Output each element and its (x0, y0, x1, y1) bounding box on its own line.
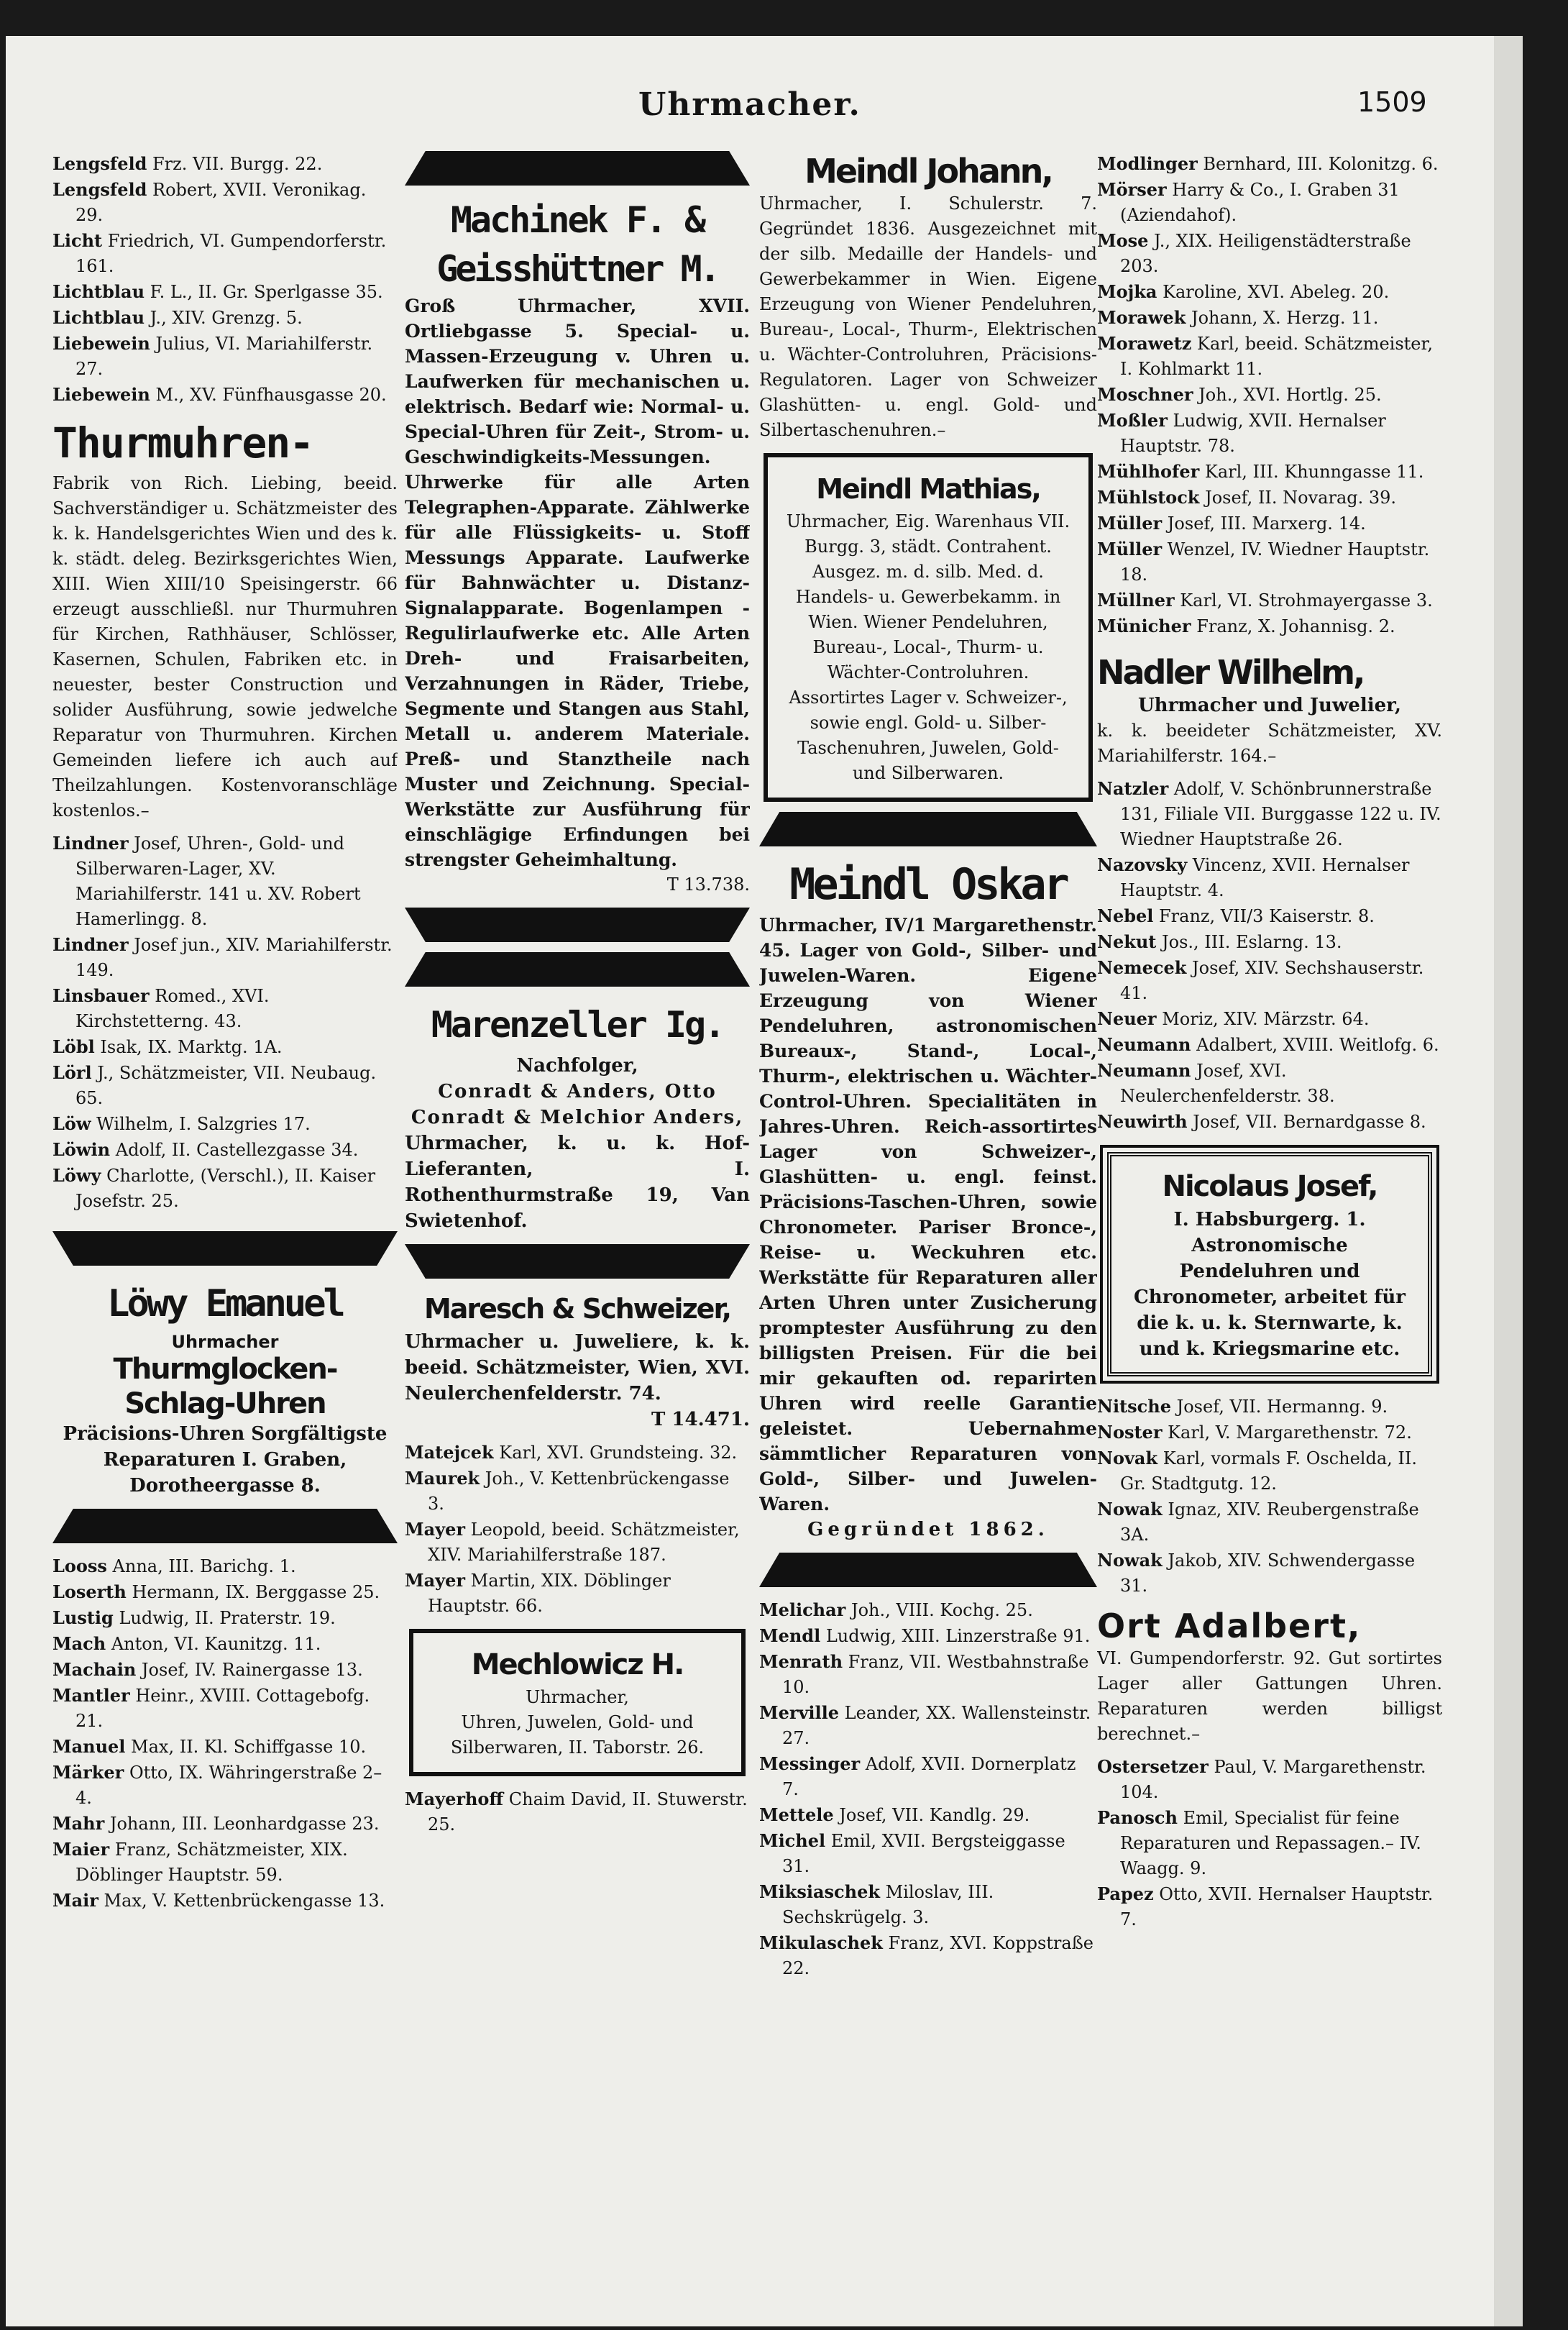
ad-loewy (52, 1276, 398, 1499)
directory-entry: Moschner Joh., XVI. Hortlg. 25. (1097, 384, 1382, 405)
divider-bar (759, 1553, 1097, 1587)
directory-entry: Ostersetzer Paul, V. Margarethenstr. 104. (1097, 1756, 1426, 1802)
directory-entry: Panosch Emil, Specialist für feine Reparaturen und Repassagen.– IV. Waagg. 9. (1097, 1807, 1421, 1878)
ad-title: Löwy Emanuel (107, 1282, 343, 1325)
directory-entry: Natzler Adolf, V. Schönbrunnerstraße 131, Filiale VII. Burggasse 122 u. IV. Wiedner Hauptstraße 26. (1097, 778, 1441, 849)
directory-entry: Müller Wenzel, IV. Wiedner Hauptstr. 18. (1097, 539, 1430, 585)
entry-list (1097, 151, 1442, 639)
ad-text: Groß Uhrmacher, XVII. Ortliebgasse 5. Special- u. Massen-Erzeugung v. Uhren u. Laufwerken für mechanischen u. elektrisch. Bedarf wie: Normal- u. Special-Uhren für Zeit-, Strom- u. Geschwindigkeits-Messungen. Uhrwerke für alle Arten Telegraphen-Apparate. Zählwerke für alle Flüssigkeits- u. Stoff Messungs Apparate. Laufwerke für Bahnwächter u. Distanz-Signalapparate. Bogenlampen - Regulirlaufwerke etc. Alle Arten Dreh- und Fraisarbeiten, Verzahnungen in Räder, Triebe, Segmente und Stangen aus Stahl, Metall u. anderem Materiale. Preß- und Stanztheile nach Muster und Zeichnung. Special-Werkstätte zur Ausführung für einschlägige Erfindungen bei strengster Geheimhaltung. (405, 296, 750, 870)
directory-entry: Mojka Karoline, XVI. Abeleg. 20. (1097, 281, 1390, 302)
ad-meindl-oskar (759, 856, 1097, 1543)
entry-list (759, 1597, 1097, 1981)
directory-entry: Neumann Josef, XVI. Neulerchenfelderstr. 38. (1097, 1060, 1335, 1106)
ad-marenzeller (405, 997, 750, 1234)
ad-text: k. k. beeideter Schätzmeister, XV. Mariahilferstr. 164.– (1097, 721, 1442, 766)
directory-entry: Mantler Heinr., XVIII. Cottagebofg. 21. (52, 1685, 370, 1731)
directory-entry: Miksiaschek Miloslav, III. Sechskrügelg. 3. (759, 1881, 994, 1927)
directory-entry: Nemecek Josef, XIV. Sechshauserstr. 41. (1097, 957, 1424, 1003)
ad-names: Conradt & Anders, Otto Conradt & Melchior Anders, (411, 1081, 744, 1128)
ad-text: Uhrmacher u. Juweliere, k. k. beeid. Schätzmeister, Wien, XVI. Neulerchenfelderstr. 74. (405, 1331, 750, 1404)
entry-list (1097, 1754, 1442, 1932)
directory-entry: Nowak Ignaz, XIV. Reubergenstraße 3A. (1097, 1499, 1419, 1545)
directory-entry: Messinger Adolf, XVII. Dornerplatz 7. (759, 1753, 1076, 1799)
ad-title: Machinek F. & (450, 199, 705, 241)
directory-entry: Lörl J., Schätzmeister, VII. Neubaug. 65. (52, 1062, 377, 1108)
directory-entry: Manuel Max, II. Kl. Schiffgasse 10. (52, 1736, 367, 1757)
entry-list (52, 1553, 398, 1914)
directory-entry: Neumann Adalbert, XVIII. Weitlofg. 6. (1097, 1034, 1439, 1055)
directory-entry: Matejcek Karl, XVI. Grundsteing. 32. (405, 1442, 738, 1463)
directory-entry: Lengsfeld Frz. VII. Burgg. 22. (52, 153, 323, 174)
divider-bar (759, 812, 1097, 846)
ad-mechlowicz (409, 1629, 746, 1776)
directory-entry: Neuwirth Josef, VII. Bernardgasse 8. (1097, 1111, 1426, 1132)
directory-entry: Lichtblau F. L., II. Gr. Sperlgasse 35. (52, 281, 383, 302)
directory-entry: Lindner Josef jun., XIV. Mariahilferstr. 149. (52, 934, 393, 980)
ad-text: Fabrik von Rich. Liebing, beeid. Sachverständiger u. Schätzmeister des k. k. Handelsgerichtes Wien und des k. k. städt. deleg. Bezirksgerichtes Wien, XIII. Wien XIII/10 Speisingerstr. 66 erzeugt ausschließl. nur Thurmuhren für Kirchen, Rathhäuser, Schlösser, Kasernen, Schulen, Fabriken etc. in neuester, bester Construction und solider Ausführung, sowie jedwelche Reparatur von Thurmuhren. Kirchen Gemeinden liefere ich auch auf Theilzahlungen. Kostenvoranschläge kostenlos.– (52, 473, 398, 821)
ad-text: Präcisions-Uhren Sorgfältigste Reparaturen I. Graben, Dorotheergasse 8. (63, 1423, 388, 1497)
ad-subtitle: Nachfolger, (516, 1055, 638, 1077)
column-4 (1097, 151, 1442, 1932)
divider-bar (405, 952, 750, 987)
ad-machinek (405, 196, 750, 897)
directory-entry: Morawetz Karl, beeid. Schätzmeister, I. Kohlmarkt 11. (1097, 333, 1433, 379)
directory-entry: Mühlstock Josef, II. Novarag. 39. (1097, 487, 1397, 508)
directory-entry: Nowak Jakob, XIV. Schwendergasse 31. (1097, 1550, 1416, 1596)
ad-subtitle: Uhrmacher und Juwelier, (1138, 695, 1401, 716)
divider-bar (52, 1231, 398, 1266)
directory-entry: Liebewein Julius, VI. Mariahilferstr. 27. (52, 333, 373, 379)
divider-bar (405, 151, 750, 186)
directory-entry: Löwin Adolf, II. Castellezgasse 34. (52, 1139, 359, 1160)
directory-entry: Mayerhoff Chaim David, II. Stuwerstr. 25. (405, 1788, 748, 1835)
ad-text: VI. Gumpendorferstr. 92. Gut sortirtes Lager aller Gattungen Uhren. Reparaturen werden billigst berechnet.– (1097, 1648, 1442, 1744)
directory-entry: Licht Friedrich, VI. Gumpendorferstr. 161. (52, 230, 387, 276)
divider-bar (52, 1509, 398, 1543)
directory-entry: Novak Karl, vormals F. Oschelda, II. Gr. Stadtgutg. 12. (1097, 1448, 1417, 1494)
ad-title: Meindl Mathias, (816, 473, 1040, 505)
directory-entry: Morawek Johann, X. Herzg. 11. (1097, 307, 1379, 328)
column-3 (759, 151, 1097, 1981)
directory-entry: Münicher Franz, X. Johannisg. 2. (1097, 616, 1395, 636)
directory-entry: Mettele Josef, VII. Kandlg. 29. (759, 1804, 1030, 1825)
ad-text: Uhrmacher, I. Schulerstr. 7. Gegründet 1836. Ausgezeichnet mit der silb. Medaille der Handels- und Gewerbekammer in Wien. Eigene Erzeugung von Wiener Pendeluhren, Bureau-, Local-, Thurm-, Elektrischen u. Wächter-Controluhren, Präcisions-Regulatoren. Lager von Schweizer Glashütten- u. engl. Gold- und Silbertaschenuhren.– (759, 193, 1097, 440)
directory-entry: Mose J., XIX. Heiligenstädterstraße 203. (1097, 230, 1411, 276)
ad-nadler (1097, 652, 1442, 769)
directory-entry: Mach Anton, VI. Kaunitzg. 11. (52, 1633, 321, 1654)
directory-entry: Nekut Jos., III. Eslarng. 13. (1097, 931, 1342, 952)
directory-entry: Mayer Martin, XIX. Döblinger Hauptstr. 66. (405, 1570, 671, 1616)
entry-list (405, 1440, 750, 1619)
directory-entry: Mühlhofer Karl, III. Khunngasse 11. (1097, 461, 1424, 482)
directory-entry: Nazovsky Vincenz, XVII. Hernalser Hauptstr. 4. (1097, 854, 1410, 900)
ad-title: Mechlowicz H. (471, 1648, 684, 1681)
ad-subtitle: Uhrmacher (171, 1332, 279, 1352)
directory-entry: Lengsfeld Robert, XVII. Veronikag. 29. (52, 179, 367, 225)
ad-maresch (405, 1289, 750, 1433)
directory-entry: Mayer Leopold, beeid. Schätzmeister, XIV. Mariahilferstraße 187. (405, 1519, 740, 1565)
ad-title: Thurmuhren- (52, 419, 313, 467)
directory-entry: Linsbauer Romed., XVI. Kirchstetterng. 43. (52, 985, 270, 1031)
directory-entry: Menrath Franz, VII. Westbahnstraße 10. (759, 1651, 1089, 1697)
directory-entry: Lichtblau J., XIV. Grenzg. 5. (52, 307, 303, 328)
ad-subtitle: Uhrmacher, (526, 1687, 629, 1707)
entry-list (1097, 776, 1442, 1135)
directory-entry: Machain Josef, IV. Rainergasse 13. (52, 1659, 363, 1680)
directory-entry: Noster Karl, V. Margarethenstr. 72. (1097, 1422, 1412, 1443)
ad-text: Uhrmacher, Eig. Warenhaus VII. Burgg. 3, städt. Contrahent. Ausgez. m. d. silb. Med. d. Handels- u. Gewerbekamm. in Wien. Wiener Pendeluhren, Bureau-, Local-, Thurm- u. Wächter-Controluhren. Assortirtes Lager v. Schweizer-, sowie engl. Gold- u. Silber-Taschenuhren, Juwelen, Gold- und Silberwaren. (786, 511, 1070, 783)
directory-entry: Nebel Franz, VII/3 Kaiserstr. 8. (1097, 905, 1375, 926)
directory-entry: Mendl Ludwig, XIII. Linzerstraße 91. (759, 1625, 1091, 1646)
directory-entry: Maurek Joh., V. Kettenbrückengasse 3. (405, 1468, 730, 1514)
ad-telephone: T 13.738. (666, 874, 750, 895)
divider-bar (405, 908, 750, 942)
directory-entry: Mahr Johann, III. Leonhardgasse 23. (52, 1813, 380, 1834)
directory-entry: Merville Leander, XX. Wallensteinstr. 27. (759, 1702, 1091, 1748)
ad-meindl-mathias (764, 453, 1093, 802)
entry-list (52, 831, 398, 1214)
directory-entry: Müllner Karl, VI. Strohmayergasse 3. (1097, 590, 1433, 611)
directory-entry: Mair Max, V. Kettenbrückengasse 13. (52, 1890, 385, 1911)
ad-title: Nicolaus Josef, (1162, 1170, 1377, 1203)
directory-entry: Moßler Ludwig, XVII. Hernalser Hauptstr. 78. (1097, 410, 1386, 456)
ad-telephone: T 14.471. (651, 1409, 750, 1430)
ad-founded: Gegründet 1862. (807, 1519, 1049, 1540)
ad-text: Uhrmacher, k. u. k. Hof-Lieferanten, I. Rothenthurmstraße 19, Van Swietenhof. (405, 1133, 750, 1232)
ad-title: Ort Adalbert, (1097, 1607, 1362, 1645)
directory-page (6, 36, 1523, 2326)
ad-ort (1097, 1606, 1442, 1747)
directory-entry: Löbl Isak, IX. Marktg. 1A. (52, 1036, 283, 1057)
directory-entry: Löwy Charlotte, (Verschl.), II. Kaiser Josefstr. 25. (52, 1165, 376, 1211)
directory-entry: Müller Josef, III. Marxerg. 14. (1097, 513, 1366, 534)
divider-bar (405, 1244, 750, 1279)
directory-entry: Papez Otto, XVII. Hernalser Hauptstr. 7. (1097, 1883, 1434, 1929)
entry-list (1097, 1394, 1442, 1599)
ad-title: Meindl Johann, (804, 152, 1052, 191)
directory-entry: Märker Otto, IX. Währingerstraße 2–4. (52, 1762, 382, 1808)
ad-text: I. Habsburgerg. 1. Astronomische Pendeluhren und Chronometer, arbeitet für die k. u. k. Sternwarte, k. und k. Kriegsmarine etc. (1134, 1209, 1406, 1360)
directory-entry: Neuer Moriz, XIV. Märzstr. 64. (1097, 1008, 1370, 1029)
ad-title: Nadler Wilhelm, (1097, 653, 1364, 692)
ad-title: Meindl Oskar (789, 859, 1067, 910)
directory-entry: Mikulaschek Franz, XVI. Koppstraße 22. (759, 1932, 1094, 1978)
page-number: 1509 (1357, 86, 1427, 118)
entry-list (405, 1786, 750, 1837)
ad-thurmuhren (52, 415, 398, 823)
directory-entry: Lustig Ludwig, II. Praterstr. 19. (52, 1607, 336, 1628)
ad-text: Uhren, Juwelen, Gold- und Silberwaren, II. Taborstr. 26. (450, 1712, 705, 1758)
directory-entry: Michel Emil, XVII. Bergsteiggasse 31. (759, 1830, 1065, 1876)
ad-title: Maresch & Schweizer, (423, 1293, 731, 1325)
directory-entry: Mörser Harry & Co., I. Graben 31 (Aziendahof). (1097, 179, 1400, 225)
directory-entry: Löw Wilhelm, I. Salzgries 17. (52, 1113, 311, 1134)
ad-meindl-johann (759, 151, 1097, 443)
ad-title: Geisshüttner M. (436, 248, 718, 290)
directory-entry: Maier Franz, Schätzmeister, XIX. Döblinger Hauptstr. 59. (52, 1839, 348, 1885)
directory-entry: Loserth Hermann, IX. Berggasse 25. (52, 1581, 380, 1602)
ad-line: Thurmglocken- (113, 1353, 337, 1386)
directory-entry: Lindner Josef, Uhren-, Gold- und Silberwaren-Lager, XV. Mariahilferstr. 141 u. XV. Robert Hamerlingg. 8. (52, 833, 361, 929)
column-1 (52, 151, 398, 1914)
ad-nicolaus (1107, 1152, 1432, 1376)
directory-entry: Nitsche Josef, VII. Hermanng. 9. (1097, 1396, 1388, 1417)
page-heading: Uhrmacher. (638, 86, 861, 123)
directory-entry: Melichar Joh., VIII. Kochg. 25. (759, 1599, 1033, 1620)
ad-line: Schlag-Uhren (124, 1387, 326, 1420)
directory-entry: Liebewein M., XV. Fünfhausgasse 20. (52, 384, 387, 405)
ad-title: Marenzeller Ig. (431, 1004, 724, 1046)
directory-entry: Looss Anna, III. Barichg. 1. (52, 1555, 296, 1576)
column-2 (405, 151, 750, 1837)
ad-text: Uhrmacher, IV/1 Margarethenstr. 45. Lager von Gold-, Silber- und Juwelen-Waren. Eigene Erzeugung von Wiener Pendeluhren, astronomischen Bureaux-, Stand-, Local-, Thurm-, elektrischen u. Wächter-Control-Uhren. Specialitäten in Jahres-Uhren. Reich-assortirtes Lager von Schweizer-, Glashütten- u. engl. feinst. Präcisions-Taschen-Uhren, sowie Chronometer. Pariser Bronce-, Reise- u. Weckuhren etc. Werkstätte für Reparaturen aller Arten Uhren unter Zusicherung promptester Ausführung zu den billigsten Preisen. Für die bei mir gekauften od. reparirten Uhren wird reelle Garantie geleistet. Uebernahme sämmtlicher Reparaturen von Gold-, Silber- und Juwelen-Waren. (759, 915, 1097, 1514)
entry-list (52, 151, 398, 408)
directory-entry: Modlinger Bernhard, III. Kolonitzg. 6. (1097, 153, 1439, 174)
